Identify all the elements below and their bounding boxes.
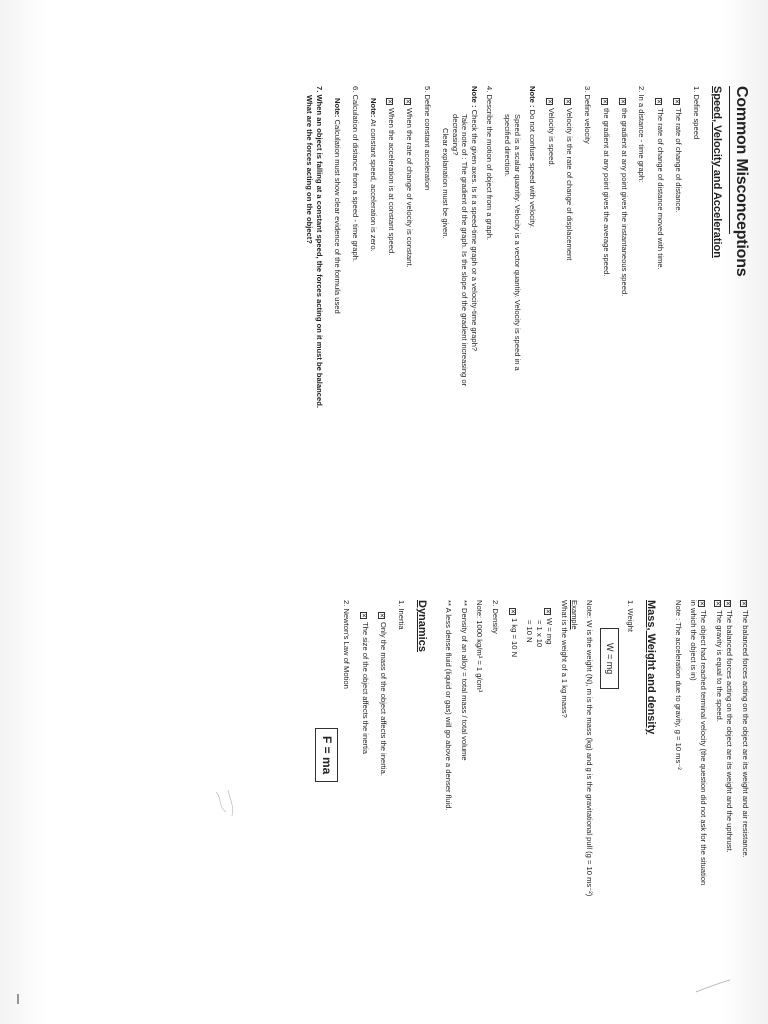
document-title: Common Misconceptions (733, 86, 750, 277)
answer-option: ✕the gradient at any point gives the instantaneous speed. (619, 98, 629, 556)
question-4: 4. Describe the motion of object from a graph. Note : Check the given axes. Is it a speed-time graph or a velocity-time graph? Take note of : The gradient of the graph. Is the slope of the gradient increasing or decreasing? Clear explanation must be given. (441, 86, 494, 556)
question-7: 7. When an object is falling at a constant speed, the forces acting on it must be balanced. What are the forces acting on the object? (305, 86, 324, 408)
answer-option: ✕The gravity is equal to the speed. (714, 600, 724, 980)
crossed-checkbox-icon (619, 98, 626, 105)
weight-formula-box: W = mg (600, 628, 619, 689)
crossed-checkbox-icon (714, 600, 721, 607)
answer-option: ✕Velocity is speed. (546, 98, 556, 556)
answer-option: ✕The balanced forces acting on the object are its weight and the upthrust. (724, 600, 734, 980)
section-heading-dynamics: Dynamics (415, 600, 428, 652)
question-1 (655, 86, 700, 556)
density-note: Note: 1000 kg/m³ = 1 g/cm³ (475, 600, 485, 693)
question-7-options: ✕The balanced forces acting on the object are its weight and air resistance. ✕The balanced forces acting on the object are its weight and the upthrust. ✕The gravity is equal to the speed. ✕The object had reached terminal velocity (the question did not ask for the situation in which the object is in) (689, 600, 750, 980)
section-heading-speed: Speed, Velocity and Acceleration (711, 86, 724, 258)
question-label: 4. Describe the motion of object from a graph. (485, 86, 495, 241)
question-label: 5. Define constant acceleration (422, 86, 432, 191)
crossed-checkbox-icon (601, 98, 608, 105)
crossed-checkbox-icon (378, 612, 385, 619)
example-label: Example (569, 600, 579, 630)
crossed-checkbox-icon (509, 608, 516, 615)
example-question: What is the weight of a 1 kg mass? (560, 600, 570, 718)
pencil-scribble-icon (212, 786, 238, 820)
answer-option: ✕The size of the object affects the inertia (360, 612, 370, 980)
note-constant-speed: Note: At constant speed, acceleration is zero. (369, 98, 379, 252)
note-speed-velocity: Note : Do not confuse speed with velocity. Speed is a scalar quantity. Velocity is a vector quantity. Velocity is speed in a specified direction. (503, 86, 538, 371)
pencil-scribble-icon (694, 976, 734, 996)
note-calculation: Note: Calculation must show clear evidence of the formula used (333, 98, 343, 314)
crossed-checkbox-icon (724, 600, 731, 607)
crossed-checkbox-icon (546, 98, 553, 105)
crossed-checkbox-icon (655, 98, 662, 105)
crossed-checkbox-icon (544, 608, 551, 615)
question-6 (333, 86, 360, 556)
weight-label: 1. Weight (625, 600, 635, 632)
question-5 (369, 86, 432, 556)
example-answer: ✕W = mg = 1 x 10 = 10 N (525, 600, 554, 980)
answer-option: ✕The object had reached terminal velocity (the question did not ask for the situation (698, 600, 708, 980)
question-2 (601, 86, 646, 556)
answer-option: ✕The rate of change of distance moved with time. (655, 98, 665, 556)
left-column (305, 86, 750, 556)
newton-label: 2. Newton's Law of Motion (342, 600, 352, 689)
force-formula-box: F = ma (315, 728, 338, 782)
crossed-checkbox-icon (673, 98, 680, 105)
note-gravity: Note : The acceleration due to gravity, g = 10 ms⁻² (673, 600, 683, 770)
crossed-checkbox-icon (698, 600, 705, 607)
inertia-label: 1. Inertia (396, 600, 406, 630)
answer-option: ✕When the rate of change of velocity is constant. (404, 98, 414, 556)
crossed-checkbox-icon (740, 600, 747, 607)
answer-option: ✕Velocity is the rate of change of displacement (564, 98, 574, 556)
scan-mark-icon (12, 992, 24, 1006)
question-label: 2. In a distance - time graph: (637, 86, 647, 183)
weight-note: Note: W is the weight (N), m is the mass (kg) and g is the gravitational pull (g = 10 ms⁻²) (585, 600, 595, 897)
answer-option: ✕The balanced forces acting on the object are its weight and air resistance. (740, 600, 750, 980)
question-label: 6. Calculation of distance from a speed - time graph. (350, 86, 360, 263)
question-label: 3. Define velocity (582, 86, 592, 144)
crossed-checkbox-icon (404, 98, 411, 105)
answer-option: ✕Only the mass of the object affects the inertia. (378, 612, 388, 980)
crossed-checkbox-icon (360, 612, 367, 619)
answer-option: ✕the gradient at any point gives the average speed. (601, 98, 611, 556)
example-wrong-answer: ✕1 kg = 10 N (509, 608, 519, 980)
crossed-checkbox-icon (564, 98, 571, 105)
answer-option: ✕When the acceleration is at constant speed. (386, 98, 396, 556)
question-3 (546, 86, 591, 556)
answer-option: ✕The rate of change of distance. (673, 98, 683, 556)
section-heading-mass: Mass, Weight and density (645, 600, 658, 735)
question-label: 1. Define speed (691, 86, 701, 140)
title-underline (729, 86, 730, 234)
density-alloy: ** Density of an alloy = total mass / total volume (459, 600, 469, 761)
crossed-checkbox-icon (386, 98, 393, 105)
right-column (311, 600, 750, 980)
density-fluid: ** A less dense fluid (liquid or gas) will go above a denser fluid. (444, 600, 454, 811)
density-label: 2. Density (490, 600, 500, 634)
